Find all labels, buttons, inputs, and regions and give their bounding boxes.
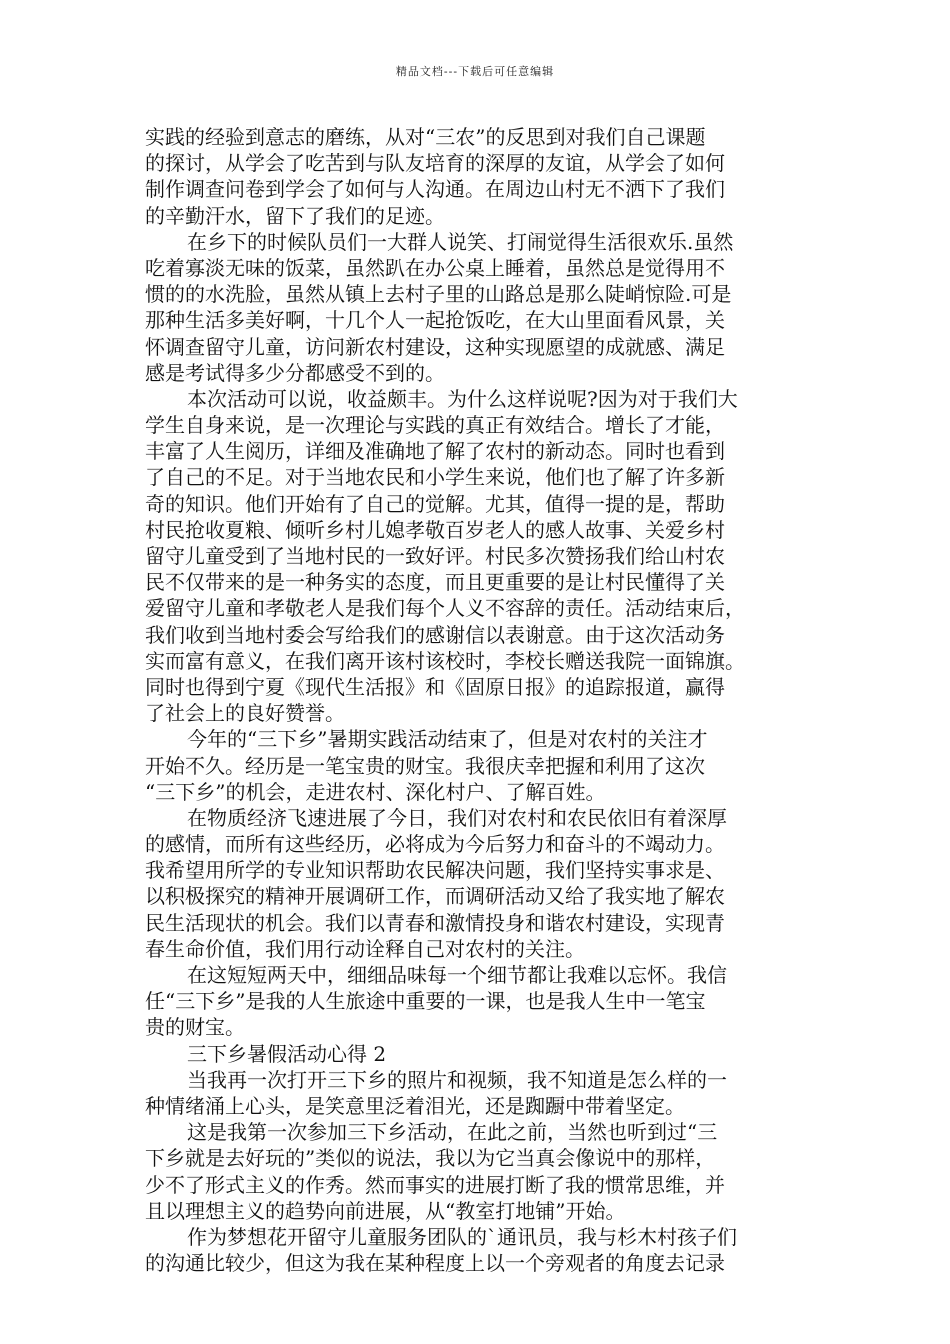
text-line: 吃着寡淡无味的饭菜，虽然趴在办公桌上睡着，虽然总是觉得用不: [145, 255, 725, 280]
text-line: 且以理想主义的趋势向前进展，从“教室打地铺”开始。: [145, 1198, 626, 1223]
text-line: 了自己的不足。对于当地农民和小学生来说，他们也了解了许多新: [145, 465, 725, 490]
text-line: 我希望用所学的专业知识帮助农民解决问题，我们坚持实事求是、: [145, 858, 725, 883]
text-line: 那种生活多美好啊，十几个人一起抢饭吃，在大山里面看风景，关: [145, 308, 725, 333]
text-line: 在乡下的时候队员们一大群人说笑、打闹觉得生活很欢乐.虽然: [187, 229, 734, 254]
text-line: 任“三下乡”是我的人生旅途中重要的一课，也是我人生中一笔宝: [145, 989, 706, 1014]
text-line: 丰富了人生阅历，详细及准确地了解了农村的新动态。同时也看到: [145, 439, 725, 464]
text-line: 以积极探究的精神开展调研工作，而调研活动又给了我实地了解农: [145, 884, 725, 909]
text-line: 的探讨，从学会了吃苦到与队友培育的深厚的友谊，从学会了如何: [145, 151, 725, 176]
text-line: 了社会上的良好赞誉。: [145, 701, 345, 726]
text-line: 留守儿童受到了当地村民的一致好评。村民多次赞扬我们给山村农: [145, 544, 725, 568]
document-body: [145, 124, 807, 1276]
text-line: 贵的财宝。: [145, 1015, 245, 1040]
text-line: 同时也得到宁夏《现代生活报》和《固原日报》的追踪报道，赢得: [145, 674, 725, 699]
text-line: 开始不久。经历是一笔宝贵的财宝。我很庆幸把握和利用了这次: [145, 753, 705, 778]
text-line: 三下乡暑假活动心得 2: [187, 1041, 387, 1066]
text-line: 制作调查问卷到学会了如何与人沟通。在周边山村无不洒下了我们: [145, 177, 725, 202]
text-line: 种情绪涌上心头，是笑意里泛着泪光，还是踟蹰中带着坚定。: [145, 1093, 685, 1118]
text-line: 在这短短两天中，细细品味每一个细节都让我难以忘怀。我信: [187, 963, 727, 987]
text-line: 的辛勤汗水，留下了我们的足迹。: [145, 203, 445, 228]
text-line: 爱留守儿童和孝敬老人是我们每个人义不容辞的责任。活动结束后，: [145, 596, 745, 621]
text-line: 村民抢收夏粮、倾听乡村儿媳孝敬百岁老人的感人故事、关爱乡村: [145, 517, 725, 542]
text-line: 当我再一次打开三下乡的照片和视频，我不知道是怎么样的一: [187, 1067, 727, 1092]
text-line: 的沟通比较少，但这为我在某种程度上以一个旁观者的角度去记录: [145, 1251, 725, 1276]
text-line: “三下乡”的机会，走进农村、深化村户、了解百姓。: [145, 779, 606, 804]
text-line: 我们收到当地村委会写给我们的感谢信以表谢意。由于这次活动务: [145, 622, 725, 647]
text-line: 本次活动可以说，收益颇丰。为什么这样说呢?因为对于我们大: [187, 386, 738, 411]
page-header: 精品文档---下载后可任意编辑: [395, 65, 555, 78]
text-line: 实而富有意义，在我们离开该村该校时，李校长赠送我院一面锦旗。: [145, 648, 745, 673]
text-line: 少不了形式主义的作秀。然而事实的进展打断了我的惯常思维，并: [145, 1172, 725, 1197]
text-line: 民生活现状的机会。我们以青春和激情投身和谐农村建设，实现青: [145, 910, 725, 935]
text-line: 在物质经济飞速进展了今日，我们对农村和农民依旧有着深厚: [187, 805, 727, 830]
text-line: 这是我第一次参加三下乡活动，在此之前，当然也听到过“三: [187, 1120, 718, 1145]
text-line: 作为梦想花开留守儿童服务团队的`通讯员，我与杉木村孩子们: [187, 1224, 737, 1249]
text-line: 下乡就是去好玩的”类似的说法，我以为它当真会像说中的那样，: [145, 1146, 716, 1171]
text-line: 今年的“三下乡”暑期实践活动结束了，但是对农村的关注才: [187, 727, 708, 752]
text-line: 奇的知识。他们开始有了自己的觉解。尤其，值得一提的是，帮助: [145, 491, 725, 516]
text-line: 春生命价值，我们用行动诠释自己对农村的关注。: [145, 936, 585, 961]
text-line: 实践的经验到意志的磨练，从对“三农”的反思到对我们自己课题: [145, 125, 706, 149]
text-line: 学生自身来说，是一次理论与实践的真正有效结合。增长了才能，: [145, 413, 725, 438]
text-line: 惯的的水洗脸，虽然从镇上去村子里的山路总是那么陡峭惊险.可是: [145, 282, 732, 307]
text-line: 的感情，而所有这些经历，必将成为今后努力和奋斗的不竭动力。: [145, 832, 725, 857]
text-line: 感是考试得多少分都感受不到的。: [145, 360, 445, 385]
text-line: 民不仅带来的是一种务实的态度，而且更重要的是让村民懂得了关: [145, 570, 725, 595]
text-line: 怀调查留守儿童，访问新农村建设，这种实现愿望的成就感、满足: [145, 334, 725, 359]
